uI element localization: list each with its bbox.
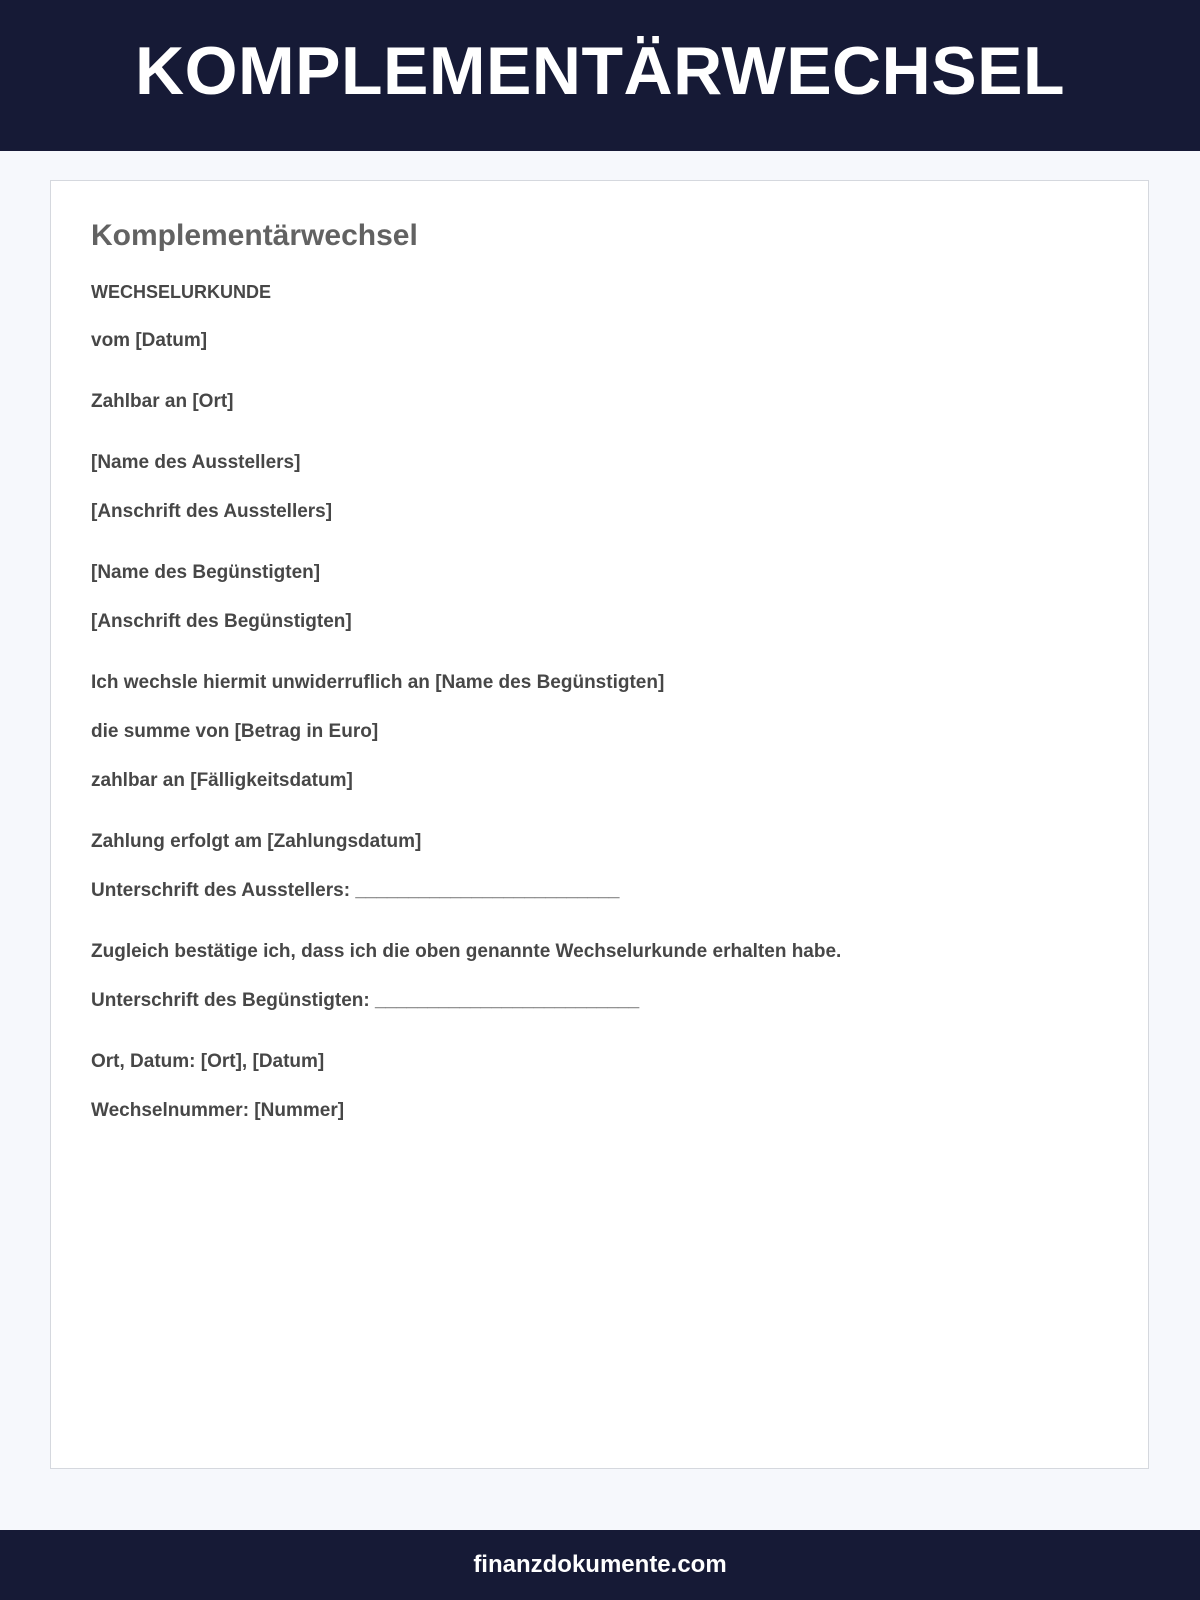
payment-date-line: Zahlung erfolgt am [Zahlungsdatum] [91, 831, 422, 852]
issuer-address-line: [Anschrift des Ausstellers] [91, 501, 333, 522]
beneficiary-signature-line: Unterschrift des Begünstigten: _________________________ [91, 990, 640, 1011]
document-card [50, 180, 1149, 1469]
issuer-name-line: [Name des Ausstellers] [91, 452, 301, 473]
statement-line: Ich wechsle hiermit unwiderruflich an [Name des Begünstigten] [91, 672, 665, 693]
date-line: vom [Datum] [91, 330, 208, 351]
beneficiary-name-line: [Name des Begünstigten] [91, 562, 321, 583]
footer-site-name: finanzdokumente.com [473, 1551, 727, 1578]
document-heading: WECHSELURKUNDE [91, 282, 271, 302]
page-header [0, 0, 1200, 151]
header-title: KOMPLEMENTÄRWECHSEL [134, 32, 1066, 109]
confirmation-line: Zugleich bestätige ich, dass ich die oben genannte Wechselurkunde erhalten habe. [91, 941, 842, 962]
page-footer [0, 1530, 1200, 1600]
bill-number-line: Wechselnummer: [Nummer] [91, 1100, 345, 1121]
place-line: Zahlbar an [Ort] [91, 391, 234, 412]
place-date-line: Ort, Datum: [Ort], [Datum] [91, 1051, 325, 1072]
due-date-line: zahlbar an [Fälligkeitsdatum] [91, 770, 353, 791]
document-title: Komplementärwechsel [91, 219, 418, 252]
amount-line: die summe von [Betrag in Euro] [91, 721, 379, 742]
beneficiary-address-line: [Anschrift des Begünstigten] [91, 611, 352, 632]
issuer-signature-line: Unterschrift des Ausstellers: _________________________ [91, 880, 620, 901]
